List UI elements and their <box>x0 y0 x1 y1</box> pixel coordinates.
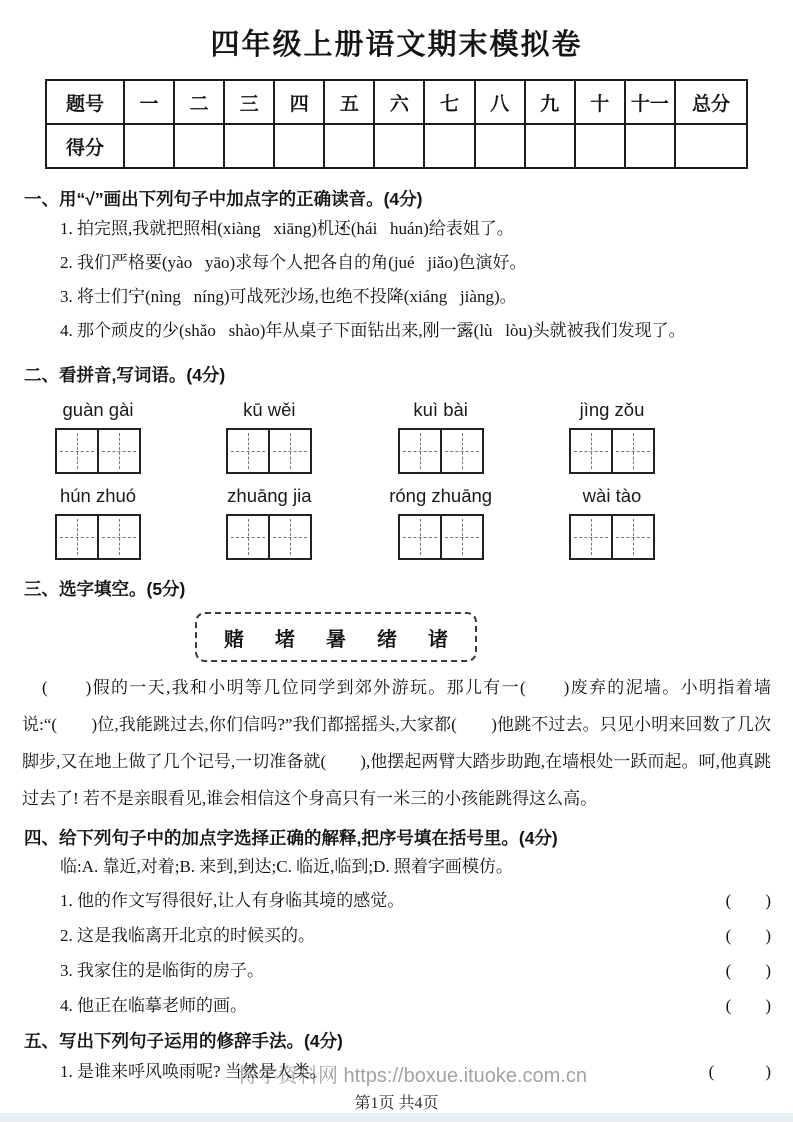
page-title: 四年级上册语文期末模拟卷 <box>210 29 583 61</box>
score-empty-cell <box>424 124 474 168</box>
grid-cell <box>97 516 139 558</box>
text-segment: (nìng níng)可战死沙场,也绝不投 <box>145 287 387 306</box>
pinyin-label: hún zhuó <box>59 485 137 506</box>
grid-cell <box>611 430 653 472</box>
score-table <box>45 79 748 169</box>
score-empty-cell <box>374 124 424 168</box>
word-row <box>55 399 655 474</box>
dotted-character: 临 • <box>128 988 145 1023</box>
definition-item <box>60 883 771 918</box>
dotted-character: 要 • <box>145 246 162 280</box>
question-number-cell: 四 <box>274 80 324 124</box>
text-segment: 4. 那个顽皮的 <box>60 321 162 340</box>
dotted-character: 角 • <box>371 246 388 280</box>
dotted-character: 露 • <box>457 314 474 348</box>
pinyin-label: róng zhuāng <box>389 485 493 506</box>
grid-cell <box>400 430 440 472</box>
text-segment: 3. 将士们 <box>60 287 128 306</box>
choice-character: 诸 <box>428 628 448 651</box>
question-number-cell: 十一 <box>625 80 675 124</box>
score-label: 得分 <box>46 124 124 168</box>
score-empty-cell <box>525 124 575 168</box>
question-number-row <box>46 80 747 124</box>
writing-grid <box>55 514 141 560</box>
writing-grid <box>55 428 141 474</box>
text-segment: 4. 他正在 <box>60 996 128 1015</box>
section-fill-blanks <box>22 576 771 817</box>
definition-line: 临:A. 靠近,对着;B. 来到,到达;C. 临近,临到;D. 照着字画模仿。 <box>60 857 513 876</box>
pronunciation-item <box>60 246 771 280</box>
section-pronunciation <box>22 186 771 348</box>
grid-cell <box>97 430 139 472</box>
fill-blank-paragraph: ( )假的一天,我和小明等几位同学到郊外游玩。那儿有一( )废弃的泥墙。小明指着墙说:“( )位,我能跳过去,你们信吗?”我们都摇摇头,大家都( )他跳不过去。只见小明来回数了几次脚步,又在地上做了几个记号,一切准备就( ),他摆起两臂大踏步助跑,在墙根处一跃而起。呵,他真跳过去了! 若不是亲眼看见,谁会相信这个身高只有一米三的小孩能跳得这么高。 <box>22 678 771 808</box>
question-number-cell: 七 <box>424 80 474 124</box>
section-word-meaning <box>22 825 771 1023</box>
answer-bracket: ( ) <box>725 891 771 910</box>
text-segment: 3. 我家住的是 <box>60 961 162 980</box>
score-empty-cell <box>625 124 675 168</box>
pinyin-label: wài tào <box>582 485 642 506</box>
text-segment: (xiáng jiàng)。 <box>403 287 517 306</box>
choice-character: 赌 <box>224 628 244 651</box>
text-segment: (shǎo shào)年从桌子下面钻出来,刚一 <box>179 321 457 340</box>
score-empty-cell <box>274 124 324 168</box>
character-choice-box <box>195 612 477 662</box>
pinyin-label: jìng zǒu <box>579 399 645 420</box>
dotted-character: 少 • <box>162 314 179 348</box>
word-block <box>55 399 141 474</box>
grid-cell <box>57 430 97 472</box>
rhetoric-item <box>60 1054 771 1089</box>
word-block <box>226 485 312 560</box>
answer-bracket: ( ) <box>708 1062 771 1081</box>
definition-item <box>60 988 771 1023</box>
rhetoric-item-text <box>60 1054 327 1089</box>
text-segment: 摹老师的画。 <box>145 996 247 1015</box>
word-block <box>398 399 484 474</box>
text-segment: 街的房子。 <box>179 961 264 980</box>
section-4-heading: 四、给下列句子中的加点字选择正确的解释,把序号填在括号里。(4分) <box>24 828 558 848</box>
text-segment: (jué jiǎo)色演好。 <box>388 253 527 272</box>
section-5-heading: 五、写出下列句子运用的修辞手法。(4分) <box>24 1031 343 1051</box>
question-number-cell: 六 <box>374 80 424 124</box>
dotted-character: 降 • <box>387 280 404 314</box>
text-segment: (yào yāo)求每个人把各自的 <box>162 253 372 272</box>
text-segment: (hái huán)给表姐了。 <box>350 219 514 238</box>
definition-item-text <box>60 883 404 918</box>
dotted-character: 宁 • <box>128 280 145 314</box>
pronunciation-item <box>60 314 771 348</box>
answer-bracket: ( ) <box>725 926 771 945</box>
dotted-character: 临 • <box>128 918 145 953</box>
score-empty-cell <box>324 124 374 168</box>
question-number-cell: 十 <box>575 80 625 124</box>
grid-cell <box>400 516 440 558</box>
grid-cell <box>440 516 482 558</box>
writing-grid <box>226 514 312 560</box>
dotted-character: 相 • <box>200 212 217 246</box>
question-number-cell: 二 <box>174 80 224 124</box>
score-row <box>46 124 747 168</box>
pinyin-label: zhuāng jia <box>227 485 312 506</box>
grid-cell <box>440 430 482 472</box>
answer-bracket: ( ) <box>725 996 771 1015</box>
pronunciation-item <box>60 212 771 246</box>
pronunciation-item <box>60 280 771 314</box>
grid-cell <box>268 430 310 472</box>
score-empty-cell <box>475 124 525 168</box>
grid-cell <box>571 516 611 558</box>
grid-cell <box>228 430 268 472</box>
pinyin-label: kuì bài <box>413 399 468 420</box>
text-segment: 1. 他的作文写得很好,让人有身 <box>60 891 286 910</box>
total-score-header-cell: 总分 <box>675 80 747 124</box>
definition-item-text <box>60 953 264 988</box>
definition-item-text <box>60 988 247 1023</box>
text-segment: 离开北京的时候买的。 <box>145 926 315 945</box>
word-block <box>226 399 312 474</box>
section-pinyin-writing <box>22 362 771 560</box>
question-number-cell: 八 <box>475 80 525 124</box>
score-empty-cell <box>124 124 174 168</box>
answer-bracket: ( ) <box>725 961 771 980</box>
text-segment: 2. 这是我 <box>60 926 128 945</box>
text-segment: (lù lòu)头就被我们发现了。 <box>473 321 686 340</box>
writing-grid <box>398 514 484 560</box>
grid-cell <box>611 516 653 558</box>
text-segment: 2. 我们严格 <box>60 253 145 272</box>
writing-grid <box>569 428 655 474</box>
section-1-heading: 一、用“√”画出下列句子中加点字的正确读音。(4分) <box>24 189 423 209</box>
text-segment: 1. 拍完照,我就把照 <box>60 219 201 238</box>
word-row <box>55 485 655 560</box>
pinyin-label: guàn gài <box>62 399 134 420</box>
choice-character: 绪 <box>377 628 397 651</box>
question-number-label: 题号 <box>46 80 124 124</box>
dotted-character: 还 • <box>334 212 351 246</box>
definition-item <box>60 953 771 988</box>
writing-grid <box>569 514 655 560</box>
text-segment: 其境的感觉。 <box>302 891 405 910</box>
grid-cell <box>228 516 268 558</box>
text-segment: 1. 是谁来呼风唤雨呢? 当然是人类。 <box>60 1062 327 1081</box>
score-empty-cell <box>675 124 747 168</box>
word-block <box>569 399 655 474</box>
section-rhetoric <box>22 1028 771 1089</box>
text-segment: (xiàng xiāng)机 <box>217 219 334 238</box>
grid-cell <box>57 516 97 558</box>
bottom-strip <box>0 1113 793 1122</box>
page-footer: 第1页 共4页 <box>354 1095 439 1112</box>
word-block <box>389 485 493 560</box>
grid-cell <box>268 516 310 558</box>
watermark: 博学资料网 https://boxue.ituoke.com.cn <box>238 1065 588 1087</box>
dotted-character: 临 • <box>162 953 179 988</box>
definition-item <box>60 918 771 953</box>
score-empty-cell <box>174 124 224 168</box>
question-number-cell: 一 <box>124 80 174 124</box>
question-number-cell: 五 <box>324 80 374 124</box>
grid-cell <box>571 430 611 472</box>
dotted-character: 临 • <box>285 883 302 918</box>
word-block <box>55 485 141 560</box>
section-3-heading: 三、选字填空。(5分) <box>24 579 186 599</box>
score-empty-cell <box>575 124 625 168</box>
choice-character: 堵 <box>275 628 295 651</box>
question-number-cell: 九 <box>525 80 575 124</box>
section-2-heading: 二、看拼音,写词语。(4分) <box>24 365 226 385</box>
question-number-cell: 三 <box>224 80 274 124</box>
pinyin-label: kū wěi <box>243 399 296 420</box>
writing-grid <box>398 428 484 474</box>
score-empty-cell <box>224 124 274 168</box>
word-block <box>569 485 655 560</box>
writing-grid <box>226 428 312 474</box>
definition-item-text <box>60 918 315 953</box>
choice-character: 暑 <box>326 628 346 651</box>
